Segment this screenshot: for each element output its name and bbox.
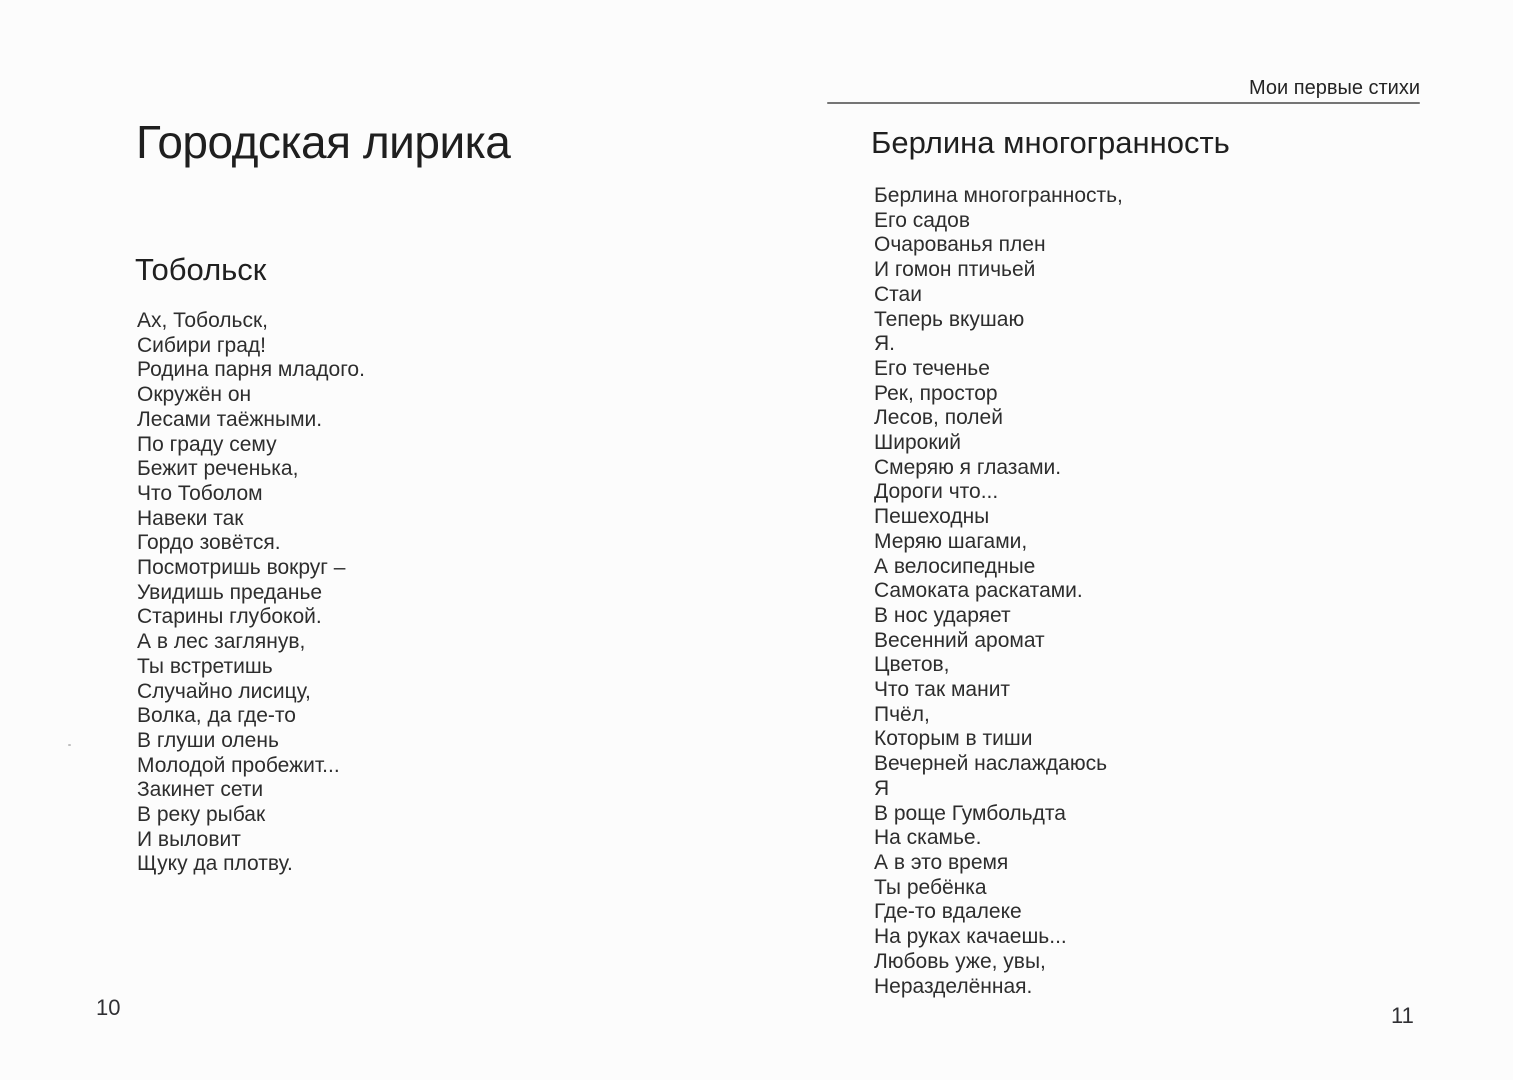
poem-line: Посмотришь вокруг – <box>137 556 346 580</box>
poem-line: Я <box>874 776 890 800</box>
poem-line: Самоката раскатами. <box>874 579 1083 603</box>
poem-line: Весенний аромат <box>874 628 1045 652</box>
header-rule <box>827 102 1420 104</box>
poem-line: Его садов <box>874 208 970 232</box>
right-page-number: 11 <box>1391 1003 1414 1028</box>
poem-line: Цветов, <box>874 653 950 677</box>
poem-line: А в лес заглянув, <box>137 630 306 654</box>
poem-line: Я. <box>874 332 895 356</box>
poem-line: Что Тоболом <box>137 481 263 505</box>
poem-line: И гомон птичьей <box>874 258 1036 282</box>
poem-line: Случайно лисицу, <box>137 679 311 703</box>
left-page-number: 10 <box>96 995 121 1020</box>
poem-line: Родина парня младого. <box>137 358 365 382</box>
poem-line: И выловит <box>137 827 241 851</box>
poem-line: Ты встретишь <box>137 654 273 678</box>
poem-line: Ты ребёнка <box>874 875 987 899</box>
poem-line: Вечерней наслаждаюсь <box>874 752 1108 776</box>
poem-line: А велосипедные <box>874 554 1036 578</box>
right-poem-text <box>874 184 1123 999</box>
poem-line: Навеки так <box>137 506 244 530</box>
scan-speck <box>68 744 71 746</box>
poem-line: На руках качаешь... <box>874 925 1067 949</box>
poem-line: Бежит реченька, <box>137 457 299 481</box>
poem-line: Окружён он <box>137 383 252 407</box>
poem-line: В глуши олень <box>137 728 279 752</box>
poem-line: Где-то вдалеке <box>874 900 1022 924</box>
poem-line: Пешеходны <box>874 505 990 529</box>
poem-line: Что так манит <box>874 678 1011 702</box>
left-poem-title: Тобольск <box>135 252 267 287</box>
poem-line: В роще Гумбольдта <box>874 801 1066 825</box>
poem-line: В реку рыбак <box>137 803 266 827</box>
poem-line: Молодой пробежит... <box>137 753 340 777</box>
poem-line: Любовь уже, увы, <box>874 949 1046 973</box>
poem-line: Его теченье <box>874 356 990 380</box>
poem-line: Ах, Тобольск, <box>137 309 269 332</box>
left-poem-text <box>137 309 365 877</box>
poem-line: Лесов, полей <box>874 406 1003 430</box>
running-header: Мои первые стихи <box>1249 77 1420 99</box>
poem-line: Гордо зовётся. <box>137 531 281 555</box>
poem-line: Лесами таёжными. <box>137 407 323 431</box>
poem-line: Пчёл, <box>874 702 930 726</box>
poem-line: По граду сему <box>137 432 277 456</box>
section-title: Городская лирика <box>136 116 511 168</box>
poem-line: А в это время <box>874 850 1009 874</box>
poem-line: Волка, да где-то <box>137 704 296 728</box>
poem-line: Увидишь преданье <box>137 580 323 604</box>
poem-line: Очарованья плен <box>874 233 1046 257</box>
poem-line: На скамье. <box>874 826 982 850</box>
poem-line: Закинет сети <box>137 778 264 802</box>
poem-line: Теперь вкушаю <box>874 307 1025 331</box>
poem-line: Берлина многогранность, <box>874 184 1123 207</box>
poem-line: Щуку да плотву. <box>137 852 293 876</box>
poem-line: В нос ударяет <box>874 603 1011 627</box>
poem-line: Сибири град! <box>137 333 267 357</box>
poem-line: Неразделённая. <box>874 974 1033 998</box>
poem-line: Дороги что... <box>874 480 999 504</box>
poem-line: Стаи <box>874 282 922 306</box>
poem-line: Старины глубокой. <box>137 605 322 629</box>
poem-line: Меряю шагами, <box>874 529 1028 553</box>
poem-line: Рек, простор <box>874 381 998 405</box>
poem-line: Которым в тиши <box>874 727 1033 751</box>
poem-line: Смеряю я глазами. <box>874 455 1062 479</box>
poem-line: Широкий <box>874 431 961 455</box>
right-poem-title: Берлина многогранность <box>871 125 1230 160</box>
